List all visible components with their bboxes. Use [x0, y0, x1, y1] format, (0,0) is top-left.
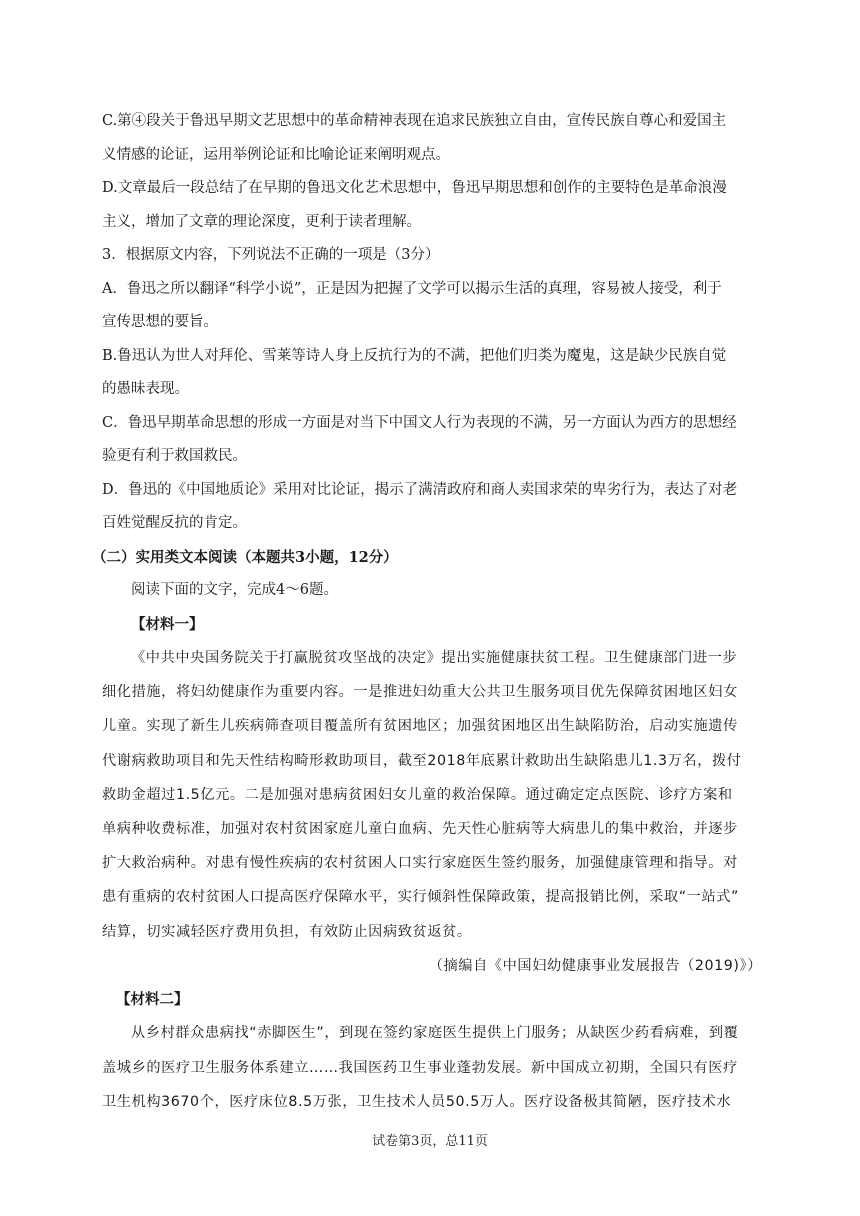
material-1-line: 《中共中央国务院关于打赢脱贫攻坚战的决定》提出实施健康扶贫工程。卫生健康部门进一步: [131, 650, 738, 666]
material-1-line: 儿童。实现了新生儿疾病筛查项目覆盖所有贫困地区；加强贫困地区出生缺陷防治，启动实施遗传: [102, 718, 738, 735]
material-1-line: 结算，切实减轻医疗费用负担，有效防止因病致贫返贫。: [102, 923, 472, 940]
material-1-line: 扩大救治病种。对患有慢性疾病的农村贫困人口实行家庭医生签约服务，加强健康管理和指导。对: [102, 855, 738, 872]
material-1-text: [102, 641, 762, 983]
material-2-line: 卫生机构3670个，医疗床位8.5万张，卫生技术人员50.5万人。医疗设备极其简陋，医疗技术水: [102, 1093, 732, 1110]
material-2-text: [102, 1016, 762, 1119]
section-instruction: 阅读下面的文字，完成4～6题。: [131, 582, 338, 598]
material-1-source: （摘编自《中国妇幼健康事业发展报告（2019)》）: [428, 957, 762, 974]
section-heading: （二）实用类文本阅读（本题共3小题，12分）: [92, 548, 398, 566]
material-1-line: 细化措施，将妇幼健康作为重要内容。一是推进妇幼重大公共卫生服务项目优先保障贫困地区妇女: [102, 684, 738, 701]
material-2-line: 从乡村群众患病找“赤脚医生”，到现在签约家庭医生提供上门服务；从缺医少药看病难，到覆: [131, 1025, 739, 1042]
material-1-line: 单病种收费标准，加强对农村贫困家庭儿童白血病、先天性心脏病等大病患儿的集中救治，并逐步: [102, 820, 738, 837]
option-c-line-2: 义情感的论证，运用举例论证和比喻论证来阐明观点。: [102, 146, 450, 163]
question-3-option-b-line-2: 的愚昧表现。: [102, 381, 189, 397]
page-footer: 试卷第3页，总11页: [372, 1134, 488, 1149]
material-1-line: 代谢病救助项目和先天性结构畸形救助项目，截至2018年底累计救助出生缺陷患儿1.3万名，拨付: [102, 752, 742, 769]
material-2-label: 【材料二】: [116, 990, 189, 1008]
page-content: [92, 105, 762, 1119]
question-3-option-c-line-2: 验更有利于救国救民。: [102, 448, 247, 464]
question-3-option-a-line-1: A．鲁迅之所以翻译“科学小说”，正是因为把握了文学可以揭示生活的真理，容易被人接受，利于: [102, 280, 722, 297]
question-3-option-c-line-1: C．鲁迅早期革命思想的形成一方面是对当下中国文人行为表现的不满，另一方面认为西方的思想经: [102, 414, 737, 431]
question-3-option-a-line-2: 宣传思想的要旨。: [102, 314, 218, 330]
material-1-line: 救助金超过1.5亿元。二是加强对患病贫困妇女儿童的救治保障。通过确定定点医院、诊疗方案和: [102, 786, 733, 803]
option-d-line-1: D.文章最后一段总结了在早期的鲁迅文化艺术思想中，鲁迅早期思想和创作的主要特色是革命浪漫: [102, 180, 727, 196]
option-c-line-1: C.第④段关于鲁迅早期文艺思想中的革命精神表现在追求民族独立自由，宣传民族自尊心和爱国主: [102, 113, 727, 129]
material-2-line: 盖城乡的医疗卫生服务体系建立……我国医药卫生事业蓬勃发展。新中国成立初期，全国只有医疗: [102, 1059, 738, 1076]
question-3-stem: 3．根据原文内容，下列说法不正确的一项是（3分）: [102, 247, 440, 263]
question-3-option-d-line-2: 百姓觉醒反抗的肯定。: [102, 515, 247, 531]
question-3-option-d-line-1: D．鲁迅的《中国地质论》采用对比论证，揭示了满清政府和商人卖国求荣的卑劣行为，表达了对老: [102, 481, 738, 498]
material-1-label: 【材料一】: [131, 615, 204, 633]
question-3-option-b-line-1: B.鲁迅认为世人对拜伦、雪莱等诗人身上反抗行为的不满，把他们归类为魔鬼，这是缺少民族自觉: [102, 347, 727, 364]
material-1-line: 患有重病的农村贫困人口提高医疗保障水平，实行倾斜性保障政策，提高报销比例，采取“一站式”: [102, 889, 739, 906]
option-d-line-2: 主义，增加了文章的理论深度，更利于读者理解。: [102, 213, 421, 230]
